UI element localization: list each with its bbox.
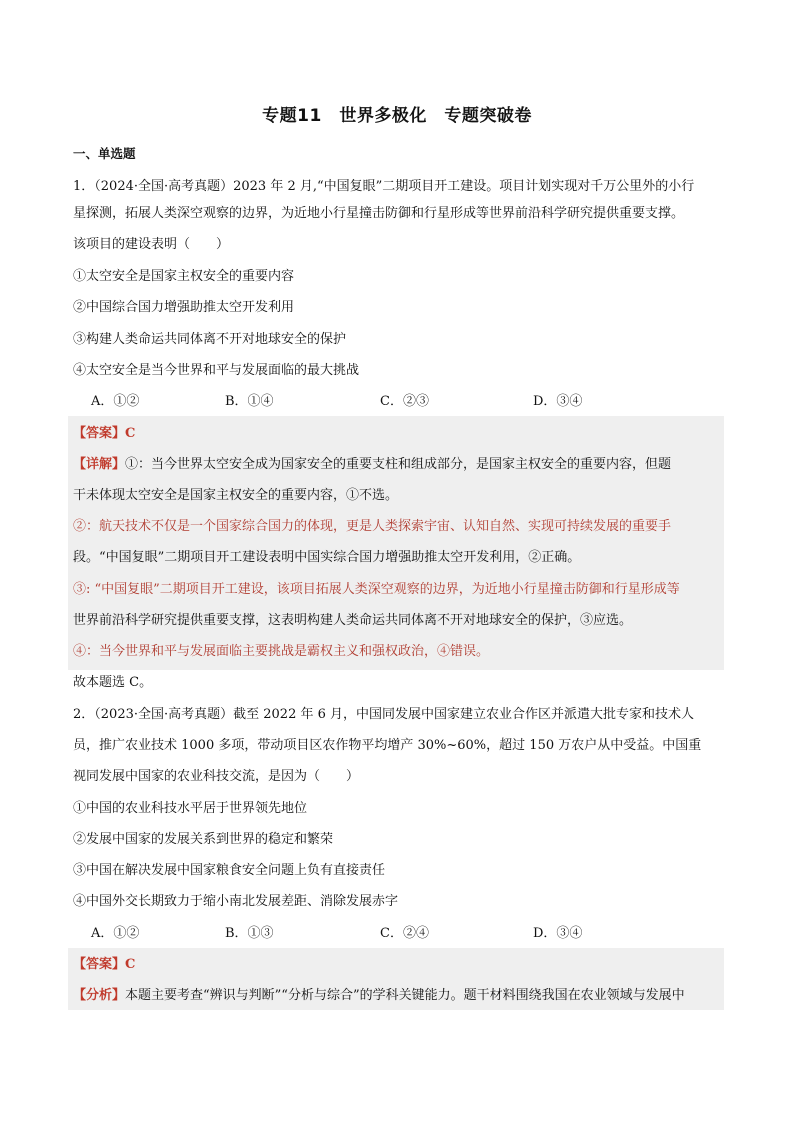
q1-option-d: D．③④	[533, 394, 583, 409]
q1-explain-line-6: 世界前沿科学研究提供重要支撑，这表明构建人类命运共同体离不开对地球安全的保护，③应选。	[73, 613, 633, 628]
q2-statement-1: ①中国的农业科技水平居于世界领先地位	[73, 801, 308, 816]
q1-explain-line-7: ④：当今世界和平与发展面临主要挑战是霸权主义和强权政治，④错误。	[73, 644, 490, 659]
q1-option-a: A．①②	[91, 394, 140, 409]
q1-option-b: B．①④	[225, 394, 274, 409]
q2-analysis-line	[73, 986, 685, 1006]
q1-explain-line-3: ②：航天技术不仅是一个国家综合国力的体现，更是人类探索宇宙、认知自然、实现可持续发展的重要手	[73, 519, 672, 534]
q1-statement-4: ④太空安全是当今世界和平与发展面临的最大挑战	[73, 363, 360, 378]
section-heading: 一、单选题	[73, 146, 136, 161]
q2-analysis-text: 本题主要考查“辨识与判断”“分析与综合”的学科关键能力。题干材料围绕我国在农业领域与发展中	[125, 988, 685, 1003]
page-title: 专题11 世界多极化 专题突破卷	[262, 106, 532, 126]
q2-option-d: D．③④	[533, 926, 583, 941]
q2-option-c: C．②④	[380, 926, 429, 941]
q2-answer-value: C	[125, 957, 136, 972]
q1-explain-line-4: 段。“中国复眼”二期项目开工建设表明中国实综合国力增强助推太空开发利用，②正确。	[73, 550, 581, 565]
q2-statement-4: ④中国外交长期致力于缩小南北发展差距、消除发展赤字	[73, 894, 399, 909]
q1-answer	[73, 424, 135, 444]
q1-explain-label: 【详解】	[73, 457, 126, 472]
q1-stem-line-2: 星探测，拓展人类深空观察的边界，为近地小行星撞击防御和行星形成等世界前沿科学研究提供重要支撑。	[73, 206, 685, 221]
q1-explain-line-2: 干未体现太空安全是国家主权安全的重要内容，①不选。	[73, 488, 399, 503]
q2-statement-3: ③中国在解决发展中国家粮食安全问题上负有直接责任	[73, 863, 386, 878]
q1-statement-3: ③构建人类命运共同体离不开对地球安全的保护	[73, 332, 347, 347]
q1-explain-line-5: ③: “中国复眼”二期项目开工建设，该项目拓展人类深空观察的边界，为近地小行星撞击防御和行星形成等	[73, 582, 680, 597]
q1-stem-line-3: 该项目的建设表明（ ）	[73, 237, 230, 252]
q1-statement-2: ②中国综合国力增强助推太空开发利用	[73, 300, 295, 315]
q2-option-a: A．①②	[91, 926, 140, 941]
q1-answer-value: C	[125, 426, 136, 441]
q2-answer	[73, 955, 135, 975]
q2-option-b: B．①③	[225, 926, 274, 941]
q2-analysis-label: 【分析】	[73, 988, 126, 1003]
q1-answer-label: 【答案】	[73, 426, 126, 441]
q1-explain-text-1: ①：当今世界太空安全成为国家安全的重要支柱和组成部分，是国家主权安全的重要内容，但题	[125, 457, 672, 472]
q2-stem-line-2: 员，推广农业技术 1000 多项，带动项目区农作物平均增产 30%~60%，超过 150 万农户从中受益。中国重	[73, 738, 702, 753]
q1-statement-1: ①太空安全是国家主权安全的重要内容	[73, 269, 295, 284]
q2-stem-line-3: 视同发展中国家的农业科技交流，是因为（ ）	[73, 769, 360, 784]
q1-stem-line-1: 1．（2024·全国·高考真题）2023 年 2 月,“中国复眼”二期项目开工建设。项目计划实现对千万公里外的小行	[73, 179, 695, 194]
q2-stem-line-1: 2．（2023·全国·高考真题）截至 2022 年 6 月，中国同发展中国家建立农业合作区并派遣大批专家和技术人	[73, 707, 695, 722]
q2-statement-2: ②发展中国家的发展关系到世界的稳定和繁荣	[73, 832, 334, 847]
q1-conclusion: 故本题选 C。	[73, 675, 153, 690]
q2-answer-label: 【答案】	[73, 957, 126, 972]
q1-option-c: C．②③	[380, 394, 429, 409]
q1-explain-line-1	[73, 455, 671, 475]
